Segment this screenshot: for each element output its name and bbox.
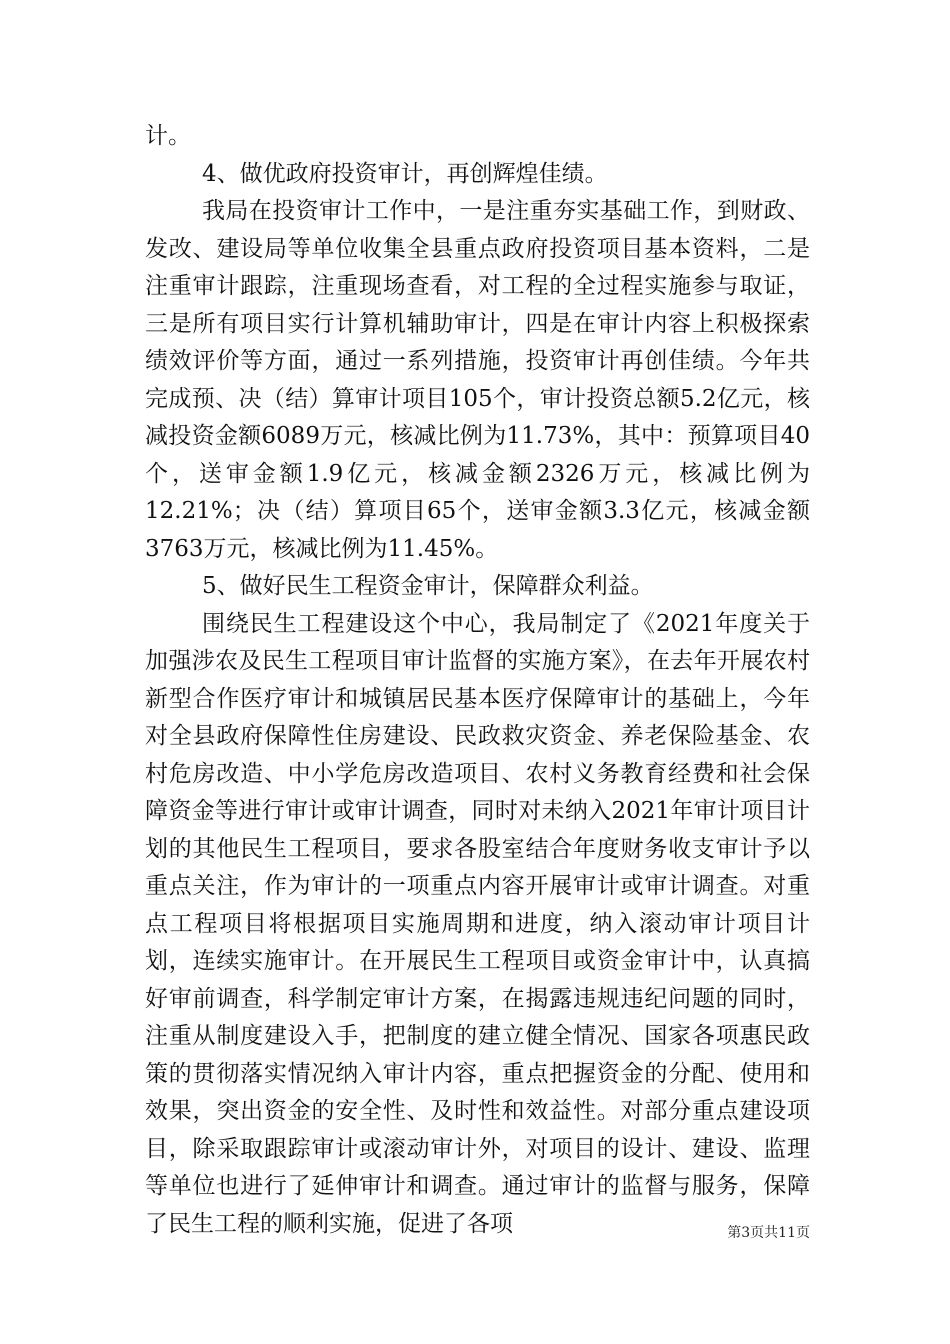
paragraph-investment-audit: 我局在投资审计工作中，一是注重夯实基础工作，到财政、发改、建设局等单位收集全县重点政府投资项目基本资料，二是注重审计跟踪，注重现场查看，对工程的全过程实施参与取证，三是所有项目实行计算机辅助审计，四是在审计内容上积极探索绩效评价等方面，通过一系列措施，投资审计再创佳绩。今年共完成预、决（结）算审计项目105个，审计投资总额5.2亿元，核减投资金额6089万元，核减比例为11.73%，其中：预算项目40个，送审金额1.9亿元，核减金额2326万元，核减比例为12.21%；决（结）算项目65个，送审金额3.3亿元，核减金额3763万元，核减比例为11.45%。 (145, 198, 810, 562)
paragraph-continuation: 计。 (145, 123, 191, 149)
section-heading-investment-audit: 4、做优政府投资审计，再创辉煌佳绩。 (202, 160, 608, 187)
paragraph-livelihood-audit: 围绕民生工程建设这个中心，我局制定了《2021年度关于加强涉农及民生工程项目审计监督的实施方案》，在去年开展农村新型合作医疗审计和城镇居民基本医疗保障审计的基础上，今年对全县政府保障性住房建设、民政救灾资金、养老保险基金、农村危房改造、中小学危房改造项目、农村义务教育经费和社会保障资金等进行审计或审计调查，同时对未纳入2021年审计项目计划的其他民生工程项目，要求各股室结合年度财务收支审计予以重点关注，作为审计的一项重点内容开展审计或审计调查。对重点工程项目将根据项目实施周期和进度，纳入滚动审计项目计划，连续实施审计。在开展民生工程项目或资金审计中，认真搞好审前调查，科学制定审计方案，在揭露违规违纪问题的同时，注重从制度建设入手，把制度的建立健全情况、国家各项惠民政策的贯彻落实情况纳入审计内容，重点把握资金的分配、使用和效果，突出资金的安全性、及时性和效益性。对部分重点建设项目，除采取跟踪审计或滚动审计外，对项目的设计、建设、监理等单位也进行了延伸审计和调查。通过审计的监督与服务，保障了民生工程的顺利实施，促进了各项 (145, 610, 810, 1237)
section-heading-livelihood-audit: 5、做好民生工程资金审计，保障群众利益。 (202, 573, 654, 599)
page-number-footer: 第3页共11页 (727, 1225, 810, 1241)
document-body (145, 118, 810, 1243)
